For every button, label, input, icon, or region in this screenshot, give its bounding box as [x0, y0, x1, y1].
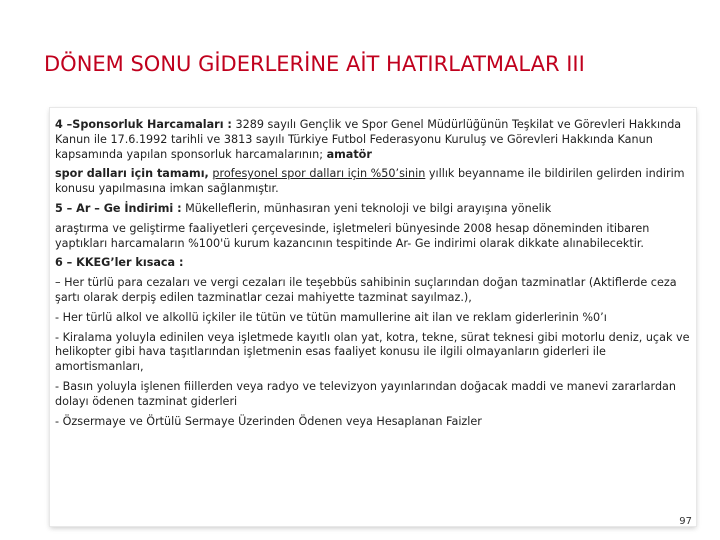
item-5-heading: 5 – Ar – Ge İndirimi : — [55, 201, 182, 215]
item-6-line-4: - Basın yoluyla işlenen fiillerden veya radyo ve televizyon yayınlarından doğacak maddi ve manevi zararlardan dolayı ödenen tazminat giderleri — [55, 379, 676, 408]
item-4-paragraph-cont — [55, 167, 695, 197]
item-4-text-1: 3289 sayılı Gençlik ve Spor Genel Müdürlüğünün Teşkilat ve Görevleri Hakkında Kanun ile 17.6.1992 tarihli ve 3813 sayılı Türkiye Futbol Federasyonu Kuruluş ve Görevleri Hakkında Kanun kapsamında yapılan sponsorluk harcamalarının; — [55, 118, 682, 161]
item-6-line-1: – Her türlü para cezaları ve vergi cezaları ile teşebbüs sahibinin suçlarından doğan tazminatlar (Aktiflerde ceza şartı olarak derpiş edilen tazminatlar cezai mahiyette tazminat sayılmaz.), — [55, 276, 677, 304]
item-5-text-1: Mükelleflerin, münhasıran yeni teknoloji ve bilgi arayışına yönelik — [181, 201, 552, 215]
page-number: 97 — [679, 516, 692, 527]
content-body — [55, 118, 695, 429]
item-4-bold-1: amatör — [326, 147, 372, 161]
slide-title: DÖNEM SONU GİDERLERİNE AİT HATIRLATMALAR III — [44, 52, 585, 76]
item-4-paragraph — [55, 118, 695, 162]
item-6-line-5: - Özsermaye ve Örtülü Sermaye Üzerinden Ödenen veya Hesaplanan Faizler — [55, 414, 482, 428]
item-4-underlined: profesyonel spor dalları için %50’sinin — [212, 167, 426, 181]
item-5-paragraph-cont: araştırma ve geliştirme faaliyetleri çerçevesinde, işletmeleri bünyesinde 2008 hesap döneminden itibaren yaptıkları harcamaların %100'ü kurum kazancının tespitinde Ar- Ge indirimi olarak dikkate alınabilecektir. — [55, 221, 650, 250]
item-6-heading: 6 – KKEG’ler kısaca : — [55, 256, 184, 270]
item-4-text-2: yıllık beyanname ile bildirilen gelirden indirim konusu yapılmasına imkan sağlanmıştır. — [55, 167, 685, 196]
item-4-bold-2: spor dalları için tamamı, — [55, 167, 209, 181]
item-5-paragraph — [55, 202, 695, 217]
item-4-heading: 4 –Sponsorluk Harcamaları : — [55, 118, 232, 131]
item-6-line-2: - Her türlü alkol ve alkollü içkiler ile tütün ve tütün mamullerine ait ilan ve reklam giderlerinin %0’ı — [55, 310, 607, 324]
item-6-line-3: - Kiralama yoluyla edinilen veya işletmede kayıtlı olan yat, kotra, tekne, sürat teknesi gibi motorlu deniz, uçak ve helikopter gibi hava taşıtlarından işletmenin esas faaliyet konusu ile ilgili olmayanların giderleri ile amortismanları, — [55, 330, 690, 374]
